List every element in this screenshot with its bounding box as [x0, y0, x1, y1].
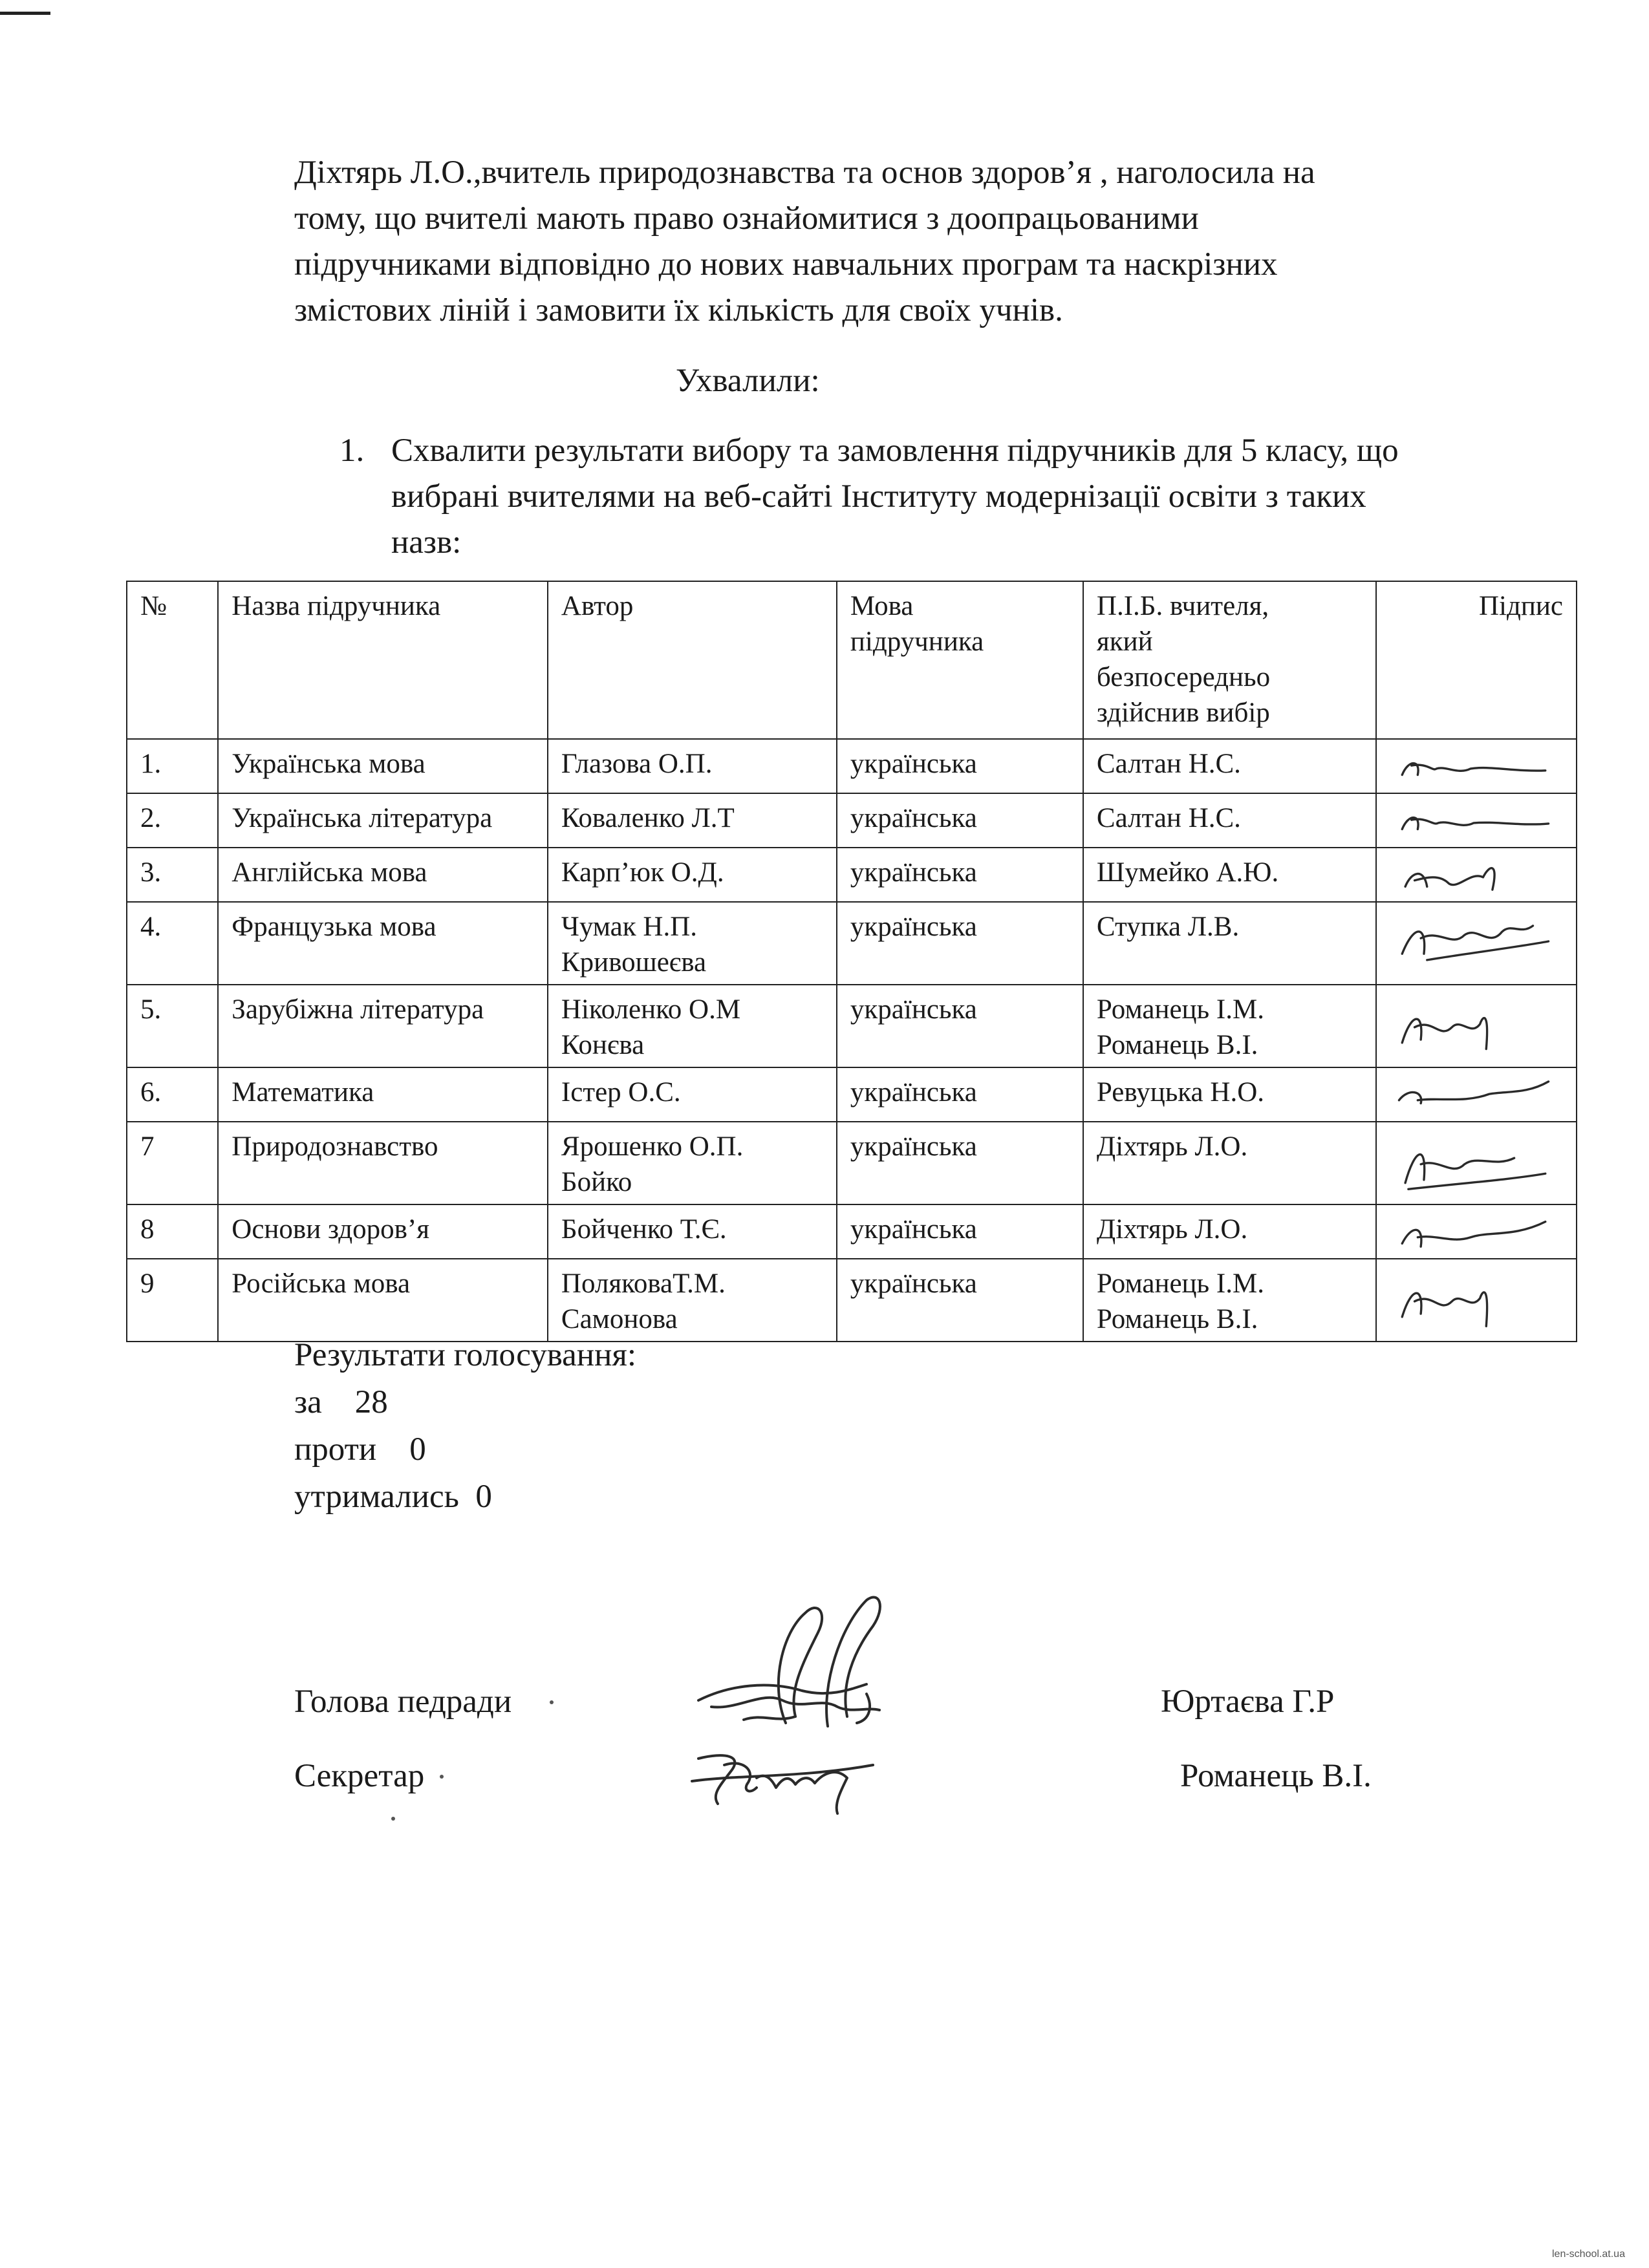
- cell-language-line: українська: [850, 912, 977, 942]
- vote-against-row: [294, 1426, 636, 1473]
- cell-no: [127, 985, 218, 1067]
- cell-title: [218, 1122, 548, 1204]
- cell-title-line: Українська мова: [232, 749, 426, 779]
- table-row: [127, 1122, 1577, 1204]
- scan-speck: [550, 1700, 554, 1704]
- cell-title: [218, 902, 548, 985]
- cell-teacher-line: Салтан Н.С.: [1096, 749, 1241, 779]
- resolution-line: вибрані вчителями на веб-сайті Інституту модернізації освіти з таких: [391, 478, 1366, 515]
- cell-teacher: [1083, 1259, 1376, 1342]
- table-row: [127, 739, 1577, 793]
- resolution-line: Схвалити результати вибору та замовлення підручників для 5 класу, що: [391, 433, 1399, 469]
- cell-title-line: Російська мова: [232, 1268, 411, 1299]
- table-row: [127, 985, 1577, 1067]
- cell-signature: [1376, 985, 1577, 1067]
- cell-no-line: 9: [140, 1268, 155, 1299]
- resolution-item: [339, 428, 1594, 566]
- cell-language: [837, 1122, 1083, 1204]
- table-row: [127, 793, 1577, 848]
- resolution-text: [391, 428, 1594, 566]
- cell-language: [837, 793, 1083, 848]
- cell-language-line: українська: [850, 994, 977, 1025]
- cell-teacher-line: Романець В.І.: [1096, 1030, 1258, 1060]
- intro-line: змістових ліній і замовити їх кількість для своїх учнів.: [294, 292, 1063, 328]
- secretary-name: Романець В.І.: [1180, 1758, 1372, 1794]
- vote-abstained-row: [294, 1473, 636, 1521]
- table-body: [127, 739, 1577, 1342]
- cell-title: [218, 739, 548, 793]
- cell-teacher-line: Шумейко А.Ю.: [1096, 857, 1279, 888]
- cell-signature: [1376, 1122, 1577, 1204]
- cell-title-line: Природознавство: [232, 1131, 438, 1162]
- header-teacher-line: безпосередньо: [1096, 662, 1271, 692]
- cell-no: [127, 739, 218, 793]
- vote-for-row: [294, 1379, 636, 1426]
- cell-no-line: 5.: [140, 994, 162, 1025]
- header-author: Автор: [548, 581, 837, 739]
- intro-line: тому, що вчителі мають право ознайомитися з доопрацьованими: [294, 200, 1199, 237]
- cell-teacher-line: Салтан Н.С.: [1096, 803, 1241, 833]
- cell-author: [548, 1122, 837, 1204]
- chair-name: Юртаєва Г.Р: [1161, 1684, 1335, 1720]
- cell-no: [127, 1259, 218, 1342]
- cell-no: [127, 1204, 218, 1259]
- cell-language-line: українська: [850, 1214, 977, 1245]
- cell-signature: [1376, 1067, 1577, 1122]
- cell-no-line: 7: [140, 1131, 155, 1162]
- scan-speck: [391, 1817, 395, 1821]
- teacher-signature-image: [1390, 992, 1558, 1056]
- cell-language: [837, 1067, 1083, 1122]
- cell-author-line: Коваленко Л.Т: [561, 803, 735, 833]
- vote-for-value: 28: [354, 1384, 388, 1420]
- chair-label: Голова педради: [294, 1684, 512, 1720]
- cell-title: [218, 1259, 548, 1342]
- cell-author-line: Чумак Н.П.: [561, 912, 698, 942]
- textbook-table: [126, 581, 1577, 1342]
- vote-against-value: 0: [409, 1431, 426, 1468]
- teacher-signature-image: [1390, 746, 1558, 789]
- cell-teacher: [1083, 985, 1376, 1067]
- cell-teacher: [1083, 848, 1376, 902]
- teacher-signature-image: [1390, 1212, 1558, 1254]
- cell-signature: [1376, 848, 1577, 902]
- cell-language-line: українська: [850, 1268, 977, 1299]
- scan-edge-mark: [0, 12, 50, 15]
- teacher-signature-image: [1390, 1129, 1558, 1193]
- cell-author: [548, 793, 837, 848]
- cell-title-line: Математика: [232, 1077, 374, 1107]
- vote-heading: Результати голосування:: [294, 1337, 637, 1373]
- cell-author-line: Самонова: [561, 1304, 678, 1334]
- cell-language-line: українська: [850, 857, 977, 888]
- cell-no: [127, 848, 218, 902]
- cell-title-line: Основи здоров’я: [232, 1214, 429, 1245]
- table-row: [127, 902, 1577, 985]
- cell-language: [837, 739, 1083, 793]
- header-teacher: [1083, 581, 1376, 739]
- intro-paragraph: [294, 150, 1523, 334]
- cell-no-line: 3.: [140, 857, 162, 888]
- cell-no-line: 6.: [140, 1077, 162, 1107]
- cell-title-line: Англійська мова: [232, 857, 427, 888]
- cell-author: [548, 1204, 837, 1259]
- cell-language: [837, 902, 1083, 985]
- secretary-signature-image: [685, 1733, 879, 1817]
- table-header-row: [127, 581, 1577, 739]
- cell-teacher-line: Романець І.М.: [1096, 1268, 1264, 1299]
- cell-teacher: [1083, 1067, 1376, 1122]
- cell-teacher-line: Романець І.М.: [1096, 994, 1264, 1025]
- cell-author: [548, 1067, 837, 1122]
- cell-author-line: Бойченко Т.Є.: [561, 1214, 727, 1245]
- cell-no-line: 8: [140, 1214, 155, 1245]
- teacher-signature-image: [1390, 1266, 1558, 1331]
- scan-speck: [440, 1775, 444, 1779]
- intro-line: Діхтярь Л.О.,вчитель природознавства та основ здоров’я , наголосила на: [294, 155, 1315, 191]
- cell-author: [548, 739, 837, 793]
- cell-signature: [1376, 1259, 1577, 1342]
- resolution-line: назв:: [391, 524, 462, 561]
- cell-title-line: Французька мова: [232, 912, 436, 942]
- cell-no-line: 2.: [140, 803, 162, 833]
- teacher-signature-image: [1390, 855, 1558, 897]
- header-teacher-line: який: [1096, 626, 1153, 657]
- cell-language: [837, 985, 1083, 1067]
- cell-language: [837, 1204, 1083, 1259]
- cell-signature: [1376, 902, 1577, 985]
- cell-no: [127, 793, 218, 848]
- vote-abstained-value: 0: [475, 1479, 492, 1515]
- header-language-line: Мова: [850, 591, 914, 621]
- cell-author-line: Ніколенко О.М: [561, 994, 741, 1025]
- cell-author-line: Бойко: [561, 1167, 632, 1197]
- header-signature: Підпис: [1376, 581, 1577, 739]
- resolution-number: 1.: [339, 433, 365, 469]
- cell-teacher-line: Діхтярь Л.О.: [1096, 1214, 1248, 1245]
- cell-teacher: [1083, 739, 1376, 793]
- cell-title-line: Зарубіжна література: [232, 994, 484, 1025]
- cell-signature: [1376, 1204, 1577, 1259]
- cell-title: [218, 985, 548, 1067]
- table-row: [127, 1204, 1577, 1259]
- cell-author-line: Ярошенко О.П.: [561, 1131, 744, 1162]
- cell-language-line: українська: [850, 1077, 977, 1107]
- header-teacher-line: здійснив вибір: [1096, 698, 1270, 728]
- resolved-heading: Ухвалили:: [676, 363, 820, 399]
- cell-language-line: українська: [850, 1131, 977, 1162]
- cell-no: [127, 902, 218, 985]
- footer-watermark: len-school.at.ua: [1552, 2249, 1625, 2260]
- cell-language-line: українська: [850, 749, 977, 779]
- cell-no-line: 4.: [140, 912, 162, 942]
- vote-for-label: за: [294, 1384, 322, 1420]
- cell-teacher-line: Романець В.І.: [1096, 1304, 1258, 1334]
- cell-author-line: Істер О.С.: [561, 1077, 681, 1107]
- table-row: [127, 1259, 1577, 1342]
- cell-language: [837, 848, 1083, 902]
- header-language-line: підручника: [850, 626, 984, 657]
- cell-title: [218, 1067, 548, 1122]
- vote-against-label: проти: [294, 1431, 377, 1468]
- teacher-signature-image: [1390, 800, 1558, 843]
- header-no: №: [127, 581, 218, 739]
- table-row: [127, 1067, 1577, 1122]
- cell-no-line: 1.: [140, 749, 162, 779]
- cell-title: [218, 793, 548, 848]
- cell-teacher: [1083, 902, 1376, 985]
- cell-no: [127, 1067, 218, 1122]
- cell-signature: [1376, 739, 1577, 793]
- cell-author-line: Глазова О.П.: [561, 749, 713, 779]
- cell-teacher: [1083, 793, 1376, 848]
- cell-author: [548, 985, 837, 1067]
- table-row: [127, 848, 1577, 902]
- cell-author: [548, 902, 837, 985]
- cell-teacher: [1083, 1122, 1376, 1204]
- cell-author: [548, 1259, 837, 1342]
- header-title: Назва підручника: [218, 581, 548, 739]
- cell-title: [218, 848, 548, 902]
- cell-author-line: Конєва: [561, 1030, 645, 1060]
- cell-no: [127, 1122, 218, 1204]
- teacher-signature-image: [1390, 1075, 1558, 1117]
- cell-teacher-line: Діхтярь Л.О.: [1096, 1131, 1248, 1162]
- header-language: [837, 581, 1083, 739]
- cell-teacher: [1083, 1204, 1376, 1259]
- cell-title-line: Українська література: [232, 803, 493, 833]
- cell-author-line: Кривошеєва: [561, 947, 707, 978]
- cell-author-line: ПоляковаТ.М.: [561, 1268, 726, 1299]
- cell-teacher-line: Ступка Л.В.: [1096, 912, 1240, 942]
- cell-teacher-line: Ревуцька Н.О.: [1096, 1077, 1264, 1107]
- cell-title: [218, 1204, 548, 1259]
- intro-line: підручниками відповідно до нових навчальних програм та наскрізних: [294, 246, 1278, 283]
- cell-language: [837, 1259, 1083, 1342]
- header-teacher-line: П.І.Б. вчителя,: [1096, 591, 1269, 621]
- teacher-signature-image: [1390, 909, 1558, 974]
- cell-author: [548, 848, 837, 902]
- cell-author-line: Карп’юк О.Д.: [561, 857, 724, 888]
- secretary-label: Секретар: [294, 1758, 425, 1794]
- cell-signature: [1376, 793, 1577, 848]
- vote-abstained-label: утримались: [294, 1479, 459, 1515]
- cell-language-line: українська: [850, 803, 977, 833]
- chair-signature-image: [673, 1587, 918, 1742]
- vote-results: [294, 1332, 636, 1521]
